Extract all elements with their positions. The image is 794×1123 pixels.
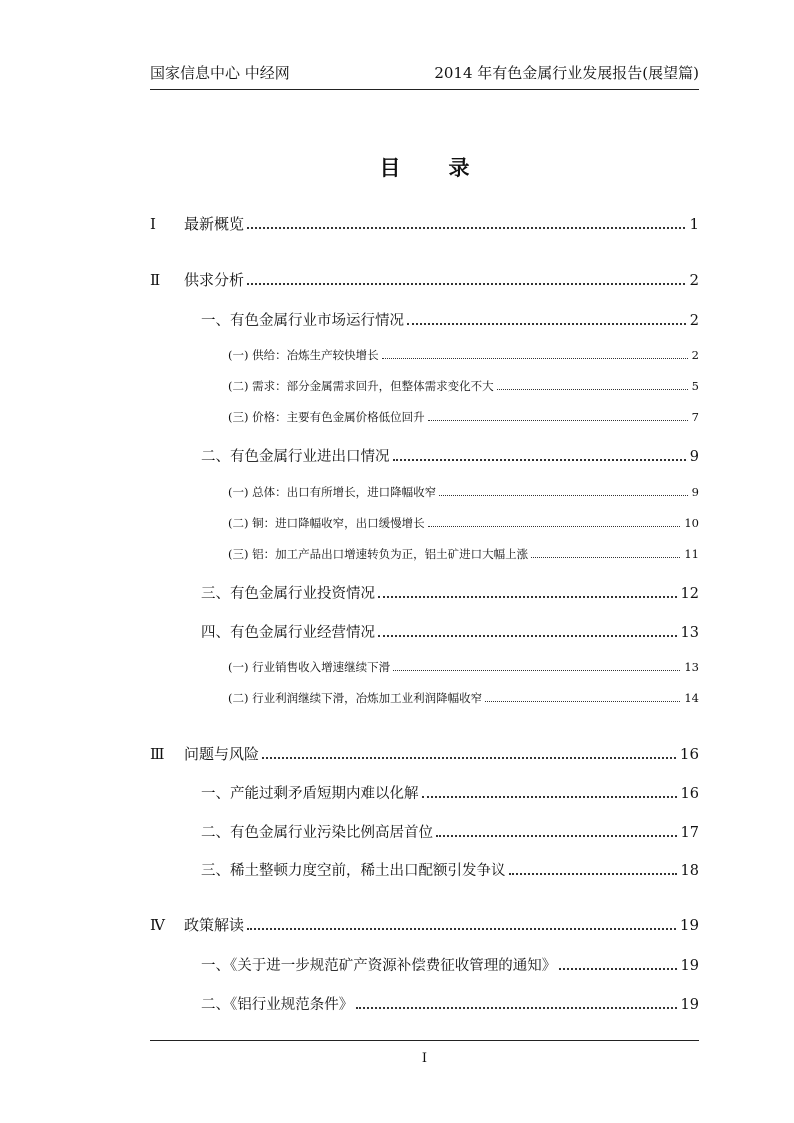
toc-leader-dots	[382, 358, 688, 359]
toc-entry-subsection[interactable]	[228, 484, 699, 500]
toc-page-number: 2	[689, 313, 699, 329]
toc-entry-section[interactable]	[201, 582, 699, 603]
toc-entry-label: (一) 行业销售收入增速继续下滑	[228, 660, 391, 674]
toc-leader-dots	[378, 635, 677, 637]
toc-entry-label: 一、《关于进一步规范矿产资源补偿费征收管理的通知》	[201, 958, 557, 974]
toc-entry-label: 二、有色金属行业污染比例高居首位	[201, 825, 433, 841]
toc-entry-subsection[interactable]	[228, 378, 699, 394]
toc-leader-dots	[439, 495, 688, 496]
toc-part-numeral: Ⅱ	[150, 271, 161, 289]
toc-entry-subsection[interactable]	[228, 659, 699, 675]
toc-leader-dots	[497, 389, 688, 390]
toc-entry-subsection[interactable]	[228, 409, 699, 425]
toc-entry-label: 政策解读	[184, 916, 245, 934]
toc-entry-section[interactable]	[201, 309, 699, 330]
toc-leader-dots	[559, 968, 676, 970]
toc-page-number: 2	[689, 271, 699, 289]
toc-leader-dots	[509, 873, 677, 875]
toc-entry-part-1[interactable]	[150, 213, 699, 234]
toc-entry-subsection[interactable]	[228, 347, 699, 363]
toc-leader-dots	[262, 757, 676, 759]
toc-entry-label: 四、有色金属行业经营情况	[201, 625, 375, 641]
header-report-title: 2014 年有色金属行业发展报告(展望篇)	[434, 64, 699, 82]
toc-entry-section[interactable]	[201, 445, 699, 466]
toc-page-number: 17	[680, 825, 699, 841]
footer-divider	[150, 1040, 699, 1041]
toc-leader-dots	[428, 420, 688, 421]
toc-entry-section[interactable]	[201, 954, 699, 975]
toc-entry-part-2[interactable]	[150, 269, 699, 290]
footer-page-number: I	[421, 1051, 428, 1066]
toc-leader-dots	[422, 796, 677, 798]
toc-title: 目录	[379, 156, 518, 180]
toc-leader-dots	[378, 596, 677, 598]
toc-leader-dots	[247, 928, 676, 930]
toc-page-number: 7	[691, 410, 699, 424]
toc-entry-label: 三、稀土整顿力度空前，稀土出口配额引发争议	[201, 863, 506, 879]
toc-part-numeral: Ⅲ	[150, 745, 165, 763]
toc-page-number: 18	[680, 863, 699, 879]
toc-entry-label: (一) 供给：冶炼生产较快增长	[228, 348, 379, 362]
toc-entry-label: 三、有色金属行业投资情况	[201, 586, 375, 602]
toc-entry-label: 问题与风险	[184, 745, 260, 763]
header-publisher: 国家信息中心 中经网	[150, 64, 290, 82]
toc-leader-dots	[485, 701, 680, 702]
toc-entry-section[interactable]	[201, 621, 699, 642]
toc-page-number: 10	[684, 516, 699, 530]
toc-leader-dots	[247, 227, 685, 229]
toc-entry-label: (一) 总体：出口有所增长，进口降幅收窄	[228, 485, 437, 499]
toc-entry-section[interactable]	[201, 993, 699, 1014]
toc-page-number: 19	[680, 997, 699, 1013]
toc-entry-section[interactable]	[201, 782, 699, 803]
toc-page-number: 16	[680, 786, 699, 802]
toc-page-number: 1	[689, 215, 699, 233]
toc-leader-dots	[393, 459, 686, 461]
toc-part-numeral: Ⅳ	[150, 916, 165, 934]
toc-leader-dots	[407, 323, 686, 325]
toc-leader-dots	[247, 283, 685, 285]
toc-page-number: 19	[679, 916, 699, 934]
toc-entry-subsection[interactable]	[228, 546, 699, 562]
toc-entry-subsection[interactable]	[228, 690, 699, 706]
toc-entry-label: (二) 需求：部分金属需求回升，但整体需求变化不大	[228, 379, 494, 393]
toc-page-number: 12	[680, 586, 699, 602]
toc-leader-dots	[531, 557, 680, 558]
toc-entry-part-4[interactable]	[150, 914, 699, 935]
toc-entry-label: (三) 铝：加工产品出口增速转负为正，铝土矿进口大幅上涨	[228, 547, 529, 561]
toc-page-number: 13	[684, 660, 699, 674]
toc-leader-dots	[393, 670, 680, 671]
toc-entry-label: 供求分析	[184, 271, 245, 289]
toc-page-number: 9	[689, 449, 699, 465]
toc-leader-dots	[428, 526, 681, 527]
toc-leader-dots	[436, 835, 677, 837]
toc-part-numeral: Ⅰ	[150, 215, 156, 233]
toc-page-number: 2	[691, 348, 699, 362]
toc-page-number: 19	[680, 958, 699, 974]
toc-entry-label: 一、产能过剩矛盾短期内难以化解	[201, 786, 419, 802]
toc-leader-dots	[356, 1007, 676, 1009]
toc-entry-label: (二) 铜：进口降幅收窄，出口缓慢增长	[228, 516, 425, 530]
toc-entry-section[interactable]	[201, 821, 699, 842]
toc-entry-label: 一、有色金属行业市场运行情况	[201, 313, 404, 329]
toc-page-number: 11	[684, 547, 699, 561]
toc-entry-label: (三) 价格：主要有色金属价格低位回升	[228, 410, 425, 424]
toc-page-number: 5	[691, 379, 699, 393]
toc-entry-subsection[interactable]	[228, 515, 699, 531]
toc-entry-label: (二) 行业利润继续下滑，冶炼加工业利润降幅收窄	[228, 691, 483, 705]
toc-entry-label: 最新概览	[184, 215, 245, 233]
toc-entry-section[interactable]	[201, 859, 699, 880]
toc-entry-part-3[interactable]	[150, 743, 699, 764]
toc-entry-label: 二、《铝行业规范条件》	[201, 997, 354, 1013]
toc-page-number: 13	[680, 625, 699, 641]
toc-page-number: 16	[679, 745, 699, 763]
toc-page-number: 9	[691, 485, 699, 499]
toc-entry-label: 二、有色金属行业进出口情况	[201, 449, 390, 465]
toc-page-number: 14	[684, 691, 699, 705]
header-divider	[150, 89, 699, 90]
